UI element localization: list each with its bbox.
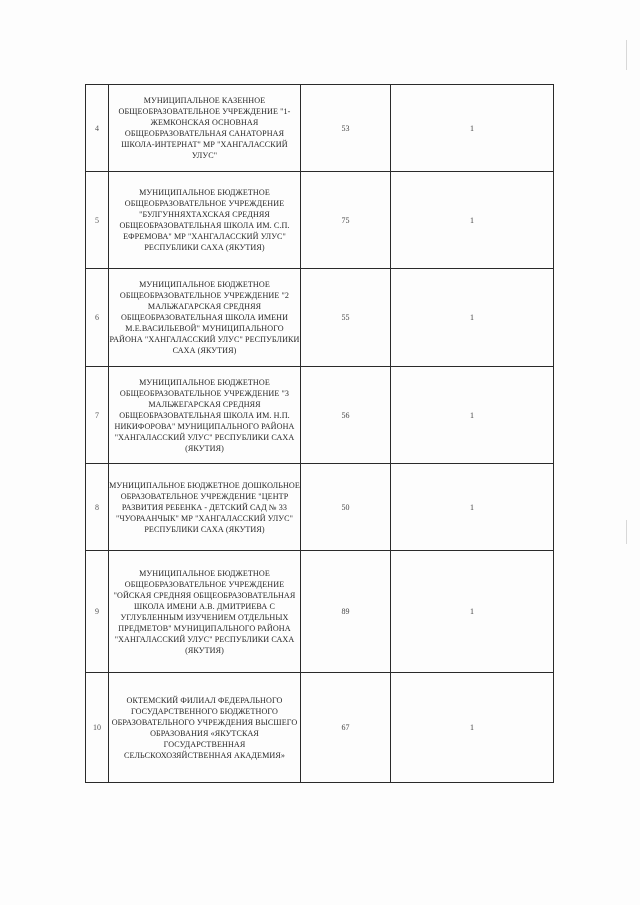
count-value: 50: [301, 464, 391, 551]
row-number: 4: [86, 85, 109, 172]
row-number: 9: [86, 551, 109, 673]
count-value: 67: [301, 673, 391, 783]
count-value: 56: [301, 367, 391, 464]
table-row: [86, 551, 554, 673]
table-row: [86, 464, 554, 551]
row-number: 10: [86, 673, 109, 783]
quantity-value: 1: [391, 551, 554, 673]
row-number: 5: [86, 172, 109, 269]
institution-name: ОКТЕМСКИЙ ФИЛИАЛ ФЕДЕРАЛЬНОГО ГОСУДАРСТВЕННОГО БЮДЖЕТНОГО ОБРАЗОВАТЕЛЬНОГО УЧРЕЖДЕНИЯ ВЫСШЕГО ОБРАЗОВАНИЯ «ЯКУТСКАЯ ГОСУДАРСТВЕННАЯ СЕЛЬСКОХОЗЯЙСТВЕННАЯ АКАДЕМИЯ»: [109, 673, 301, 783]
count-value: 89: [301, 551, 391, 673]
table-row: [86, 85, 554, 172]
table-row: [86, 269, 554, 367]
quantity-value: 1: [391, 172, 554, 269]
institution-name: МУНИЦИПАЛЬНОЕ БЮДЖЕТНОЕ ОБЩЕОБРАЗОВАТЕЛЬНОЕ УЧРЕЖДЕНИЕ "ОЙСКАЯ СРЕДНЯЯ ОБЩЕОБРАЗОВАТЕЛЬНАЯ ШКОЛА ИМЕНИ А.В. ДМИТРИЕВА С УГЛУБЛЕННЫМ ИЗУЧЕНИЕМ ОТДЕЛЬНЫХ ПРЕДМЕТОВ" МУНИЦИПАЛЬНОГО РАЙОНА "ХАНГАЛАССКИЙ УЛУС" РЕСПУБЛИКИ САХА (ЯКУТИЯ): [109, 551, 301, 673]
scan-edge-mark: [626, 40, 627, 70]
institution-name: МУНИЦИПАЛЬНОЕ БЮДЖЕТНОЕ ОБЩЕОБРАЗОВАТЕЛЬНОЕ УЧРЕЖДЕНИЕ "БУЛГУННЯХТАХСКАЯ СРЕДНЯЯ ОБЩЕОБРАЗОВАТЕЛЬНАЯ ШКОЛА ИМ. С.П. ЕФРЕМОВА" МР "ХАНГАЛАССКИЙ УЛУС" РЕСПУБЛИКИ САХА (ЯКУТИЯ): [109, 172, 301, 269]
row-number: 6: [86, 269, 109, 367]
table-row: [86, 172, 554, 269]
institution-name: МУНИЦИПАЛЬНОЕ БЮДЖЕТНОЕ ОБЩЕОБРАЗОВАТЕЛЬНОЕ УЧРЕЖДЕНИЕ "2 МАЛЬЖАГАРСКАЯ СРЕДНЯЯ ОБЩЕОБРАЗОВАТЕЛЬНАЯ ШКОЛА ИМЕНИ М.Е.ВАСИЛЬЕВОЙ" МУНИЦИПАЛЬНОГО РАЙОНА "ХАНГАЛАССКИЙ УЛУС" РЕСПУБЛИКИ САХА (ЯКУТИЯ): [109, 269, 301, 367]
table-row: [86, 367, 554, 464]
count-value: 53: [301, 85, 391, 172]
institution-name: МУНИЦИПАЛЬНОЕ КАЗЕННОЕ ОБЩЕОБРАЗОВАТЕЛЬНОЕ УЧРЕЖДЕНИЕ "1-ЖЕМКОНСКАЯ ОСНОВНАЯ ОБЩЕОБРАЗОВАТЕЛЬНАЯ САНАТОРНАЯ ШКОЛА-ИНТЕРНАТ" МР "ХАНГАЛАССКИЙ УЛУС": [109, 85, 301, 172]
quantity-value: 1: [391, 269, 554, 367]
scan-edge-mark: [626, 520, 627, 544]
row-number: 8: [86, 464, 109, 551]
quantity-value: 1: [391, 85, 554, 172]
quantity-value: 1: [391, 673, 554, 783]
institution-name: МУНИЦИПАЛЬНОЕ БЮДЖЕТНОЕ ОБЩЕОБРАЗОВАТЕЛЬНОЕ УЧРЕЖДЕНИЕ "3 МАЛЬЖЕГАРСКАЯ СРЕДНЯЯ ОБЩЕОБРАЗОВАТЕЛЬНАЯ ШКОЛА ИМ. Н.П. НИКИФОРОВА" МУНИЦИПАЛЬНОГО РАЙОНА "ХАНГАЛАССКИЙ УЛУС" РЕСПУБЛИКИ САХА (ЯКУТИЯ): [109, 367, 301, 464]
institutions-table: [85, 84, 554, 783]
row-number: 7: [86, 367, 109, 464]
count-value: 55: [301, 269, 391, 367]
institution-name: МУНИЦИПАЛЬНОЕ БЮДЖЕТНОЕ ДОШКОЛЬНОЕ ОБРАЗОВАТЕЛЬНОЕ УЧРЕЖДЕНИЕ "ЦЕНТР РАЗВИТИЯ РЕБЕНКА - ДЕТСКИЙ САД № 33 "ЧУОРААНЧЫК" МР "ХАНГАЛАССКИЙ УЛУС" РЕСПУБЛИКИ САХА (ЯКУТИЯ): [109, 464, 301, 551]
count-value: 75: [301, 172, 391, 269]
table-row: [86, 673, 554, 783]
quantity-value: 1: [391, 464, 554, 551]
quantity-value: 1: [391, 367, 554, 464]
